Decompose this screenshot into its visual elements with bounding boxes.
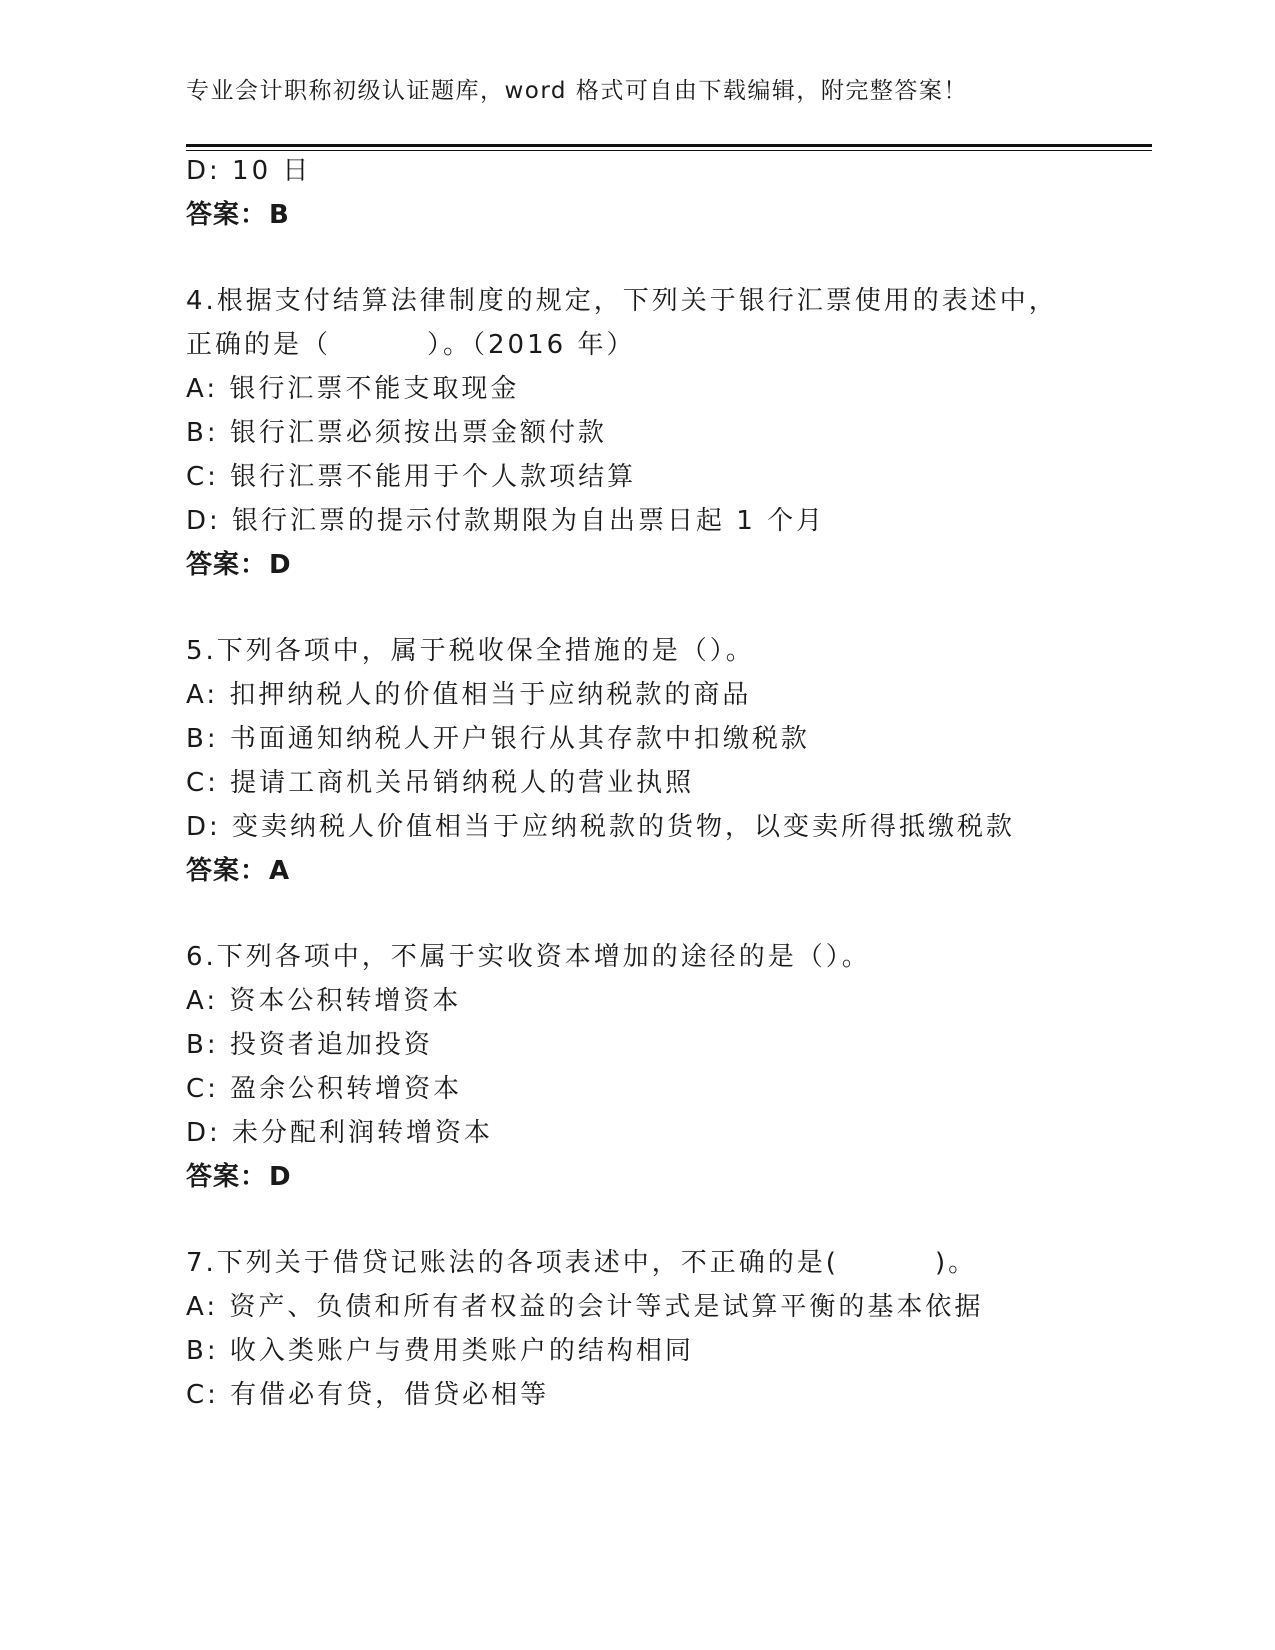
answer-label: 答案：: [186, 856, 268, 886]
q6-option-a: A: 资本公积转增资本: [186, 986, 462, 1016]
answer-value: A: [269, 856, 291, 886]
q6-stem: 6.下列各项中，不属于实收资本增加的途径的是（）。: [186, 942, 871, 972]
header-rule-thick: [186, 144, 1152, 147]
q7-option-a: A: 资产、负债和所有者权益的会计等式是试算平衡的基本依据: [186, 1292, 984, 1322]
q6-answer: [186, 1160, 292, 1194]
answer-label: 答案：: [186, 1162, 268, 1192]
q6-option-d: D: 未分配利润转增资本: [186, 1118, 494, 1148]
q5-stem: 5.下列各项中，属于税收保全措施的是（）。: [186, 636, 755, 666]
q7-option-c: C: 有借必有贷，借贷必相等: [186, 1380, 550, 1410]
q4-stem-part-a: 正确的是（: [186, 330, 332, 360]
q5-option-c: C: 提请工商机关吊销纳税人的营业执照: [186, 768, 695, 798]
q4-option-d: D: 银行汇票的提示付款期限为自出票日起 1 个月: [186, 506, 826, 536]
answer-value: B: [269, 200, 290, 230]
q5-option-d: D: 变卖纳税人价值相当于应纳税款的货物，以变卖所得抵缴税款: [186, 812, 1016, 842]
header-rule-thin: [186, 150, 1152, 151]
answer-value: D: [269, 550, 292, 580]
q4-stem-line2: [186, 328, 635, 362]
q4-option-c: C: 银行汇票不能用于个人款项结算: [186, 462, 637, 492]
q7-option-b: B: 收入类账户与费用类账户的结构相同: [186, 1336, 694, 1366]
q6-option-b: B: 投资者追加投资: [186, 1030, 433, 1060]
q5-answer: [186, 854, 290, 888]
q7-stem-part-a: 7.下列关于借贷记账法的各项表述中，不正确的是(: [186, 1248, 839, 1278]
q5-option-b: B: 书面通知纳税人开户银行从其存款中扣缴税款: [186, 724, 810, 754]
q4-stem-line1: 4.根据支付结算法律制度的规定，下列关于银行汇票使用的表述中，: [186, 286, 1058, 316]
answer-label: 答案：: [186, 200, 268, 230]
q4-option-a: A: 银行汇票不能支取现金: [186, 374, 520, 404]
prev-answer: [186, 198, 290, 232]
q7-stem-part-b: )。: [934, 1248, 978, 1278]
q6-option-c: C: 盈余公积转增资本: [186, 1074, 463, 1104]
q4-answer: [186, 548, 292, 582]
prev-option-d: D: 10 日: [186, 156, 312, 186]
q4-option-b: B: 银行汇票必须按出票金额付款: [186, 418, 607, 448]
answer-label: 答案：: [186, 550, 268, 580]
q7-stem: [186, 1246, 977, 1280]
q5-option-a: A: 扣押纳税人的价值相当于应纳税款的商品: [186, 680, 752, 710]
page-header: 专业会计职称初级认证题库，word 格式可自由下载编辑，附完整答案！: [186, 78, 968, 104]
q4-stem-part-b: ）。（2016 年）: [427, 330, 636, 360]
answer-value: D: [269, 1162, 292, 1192]
